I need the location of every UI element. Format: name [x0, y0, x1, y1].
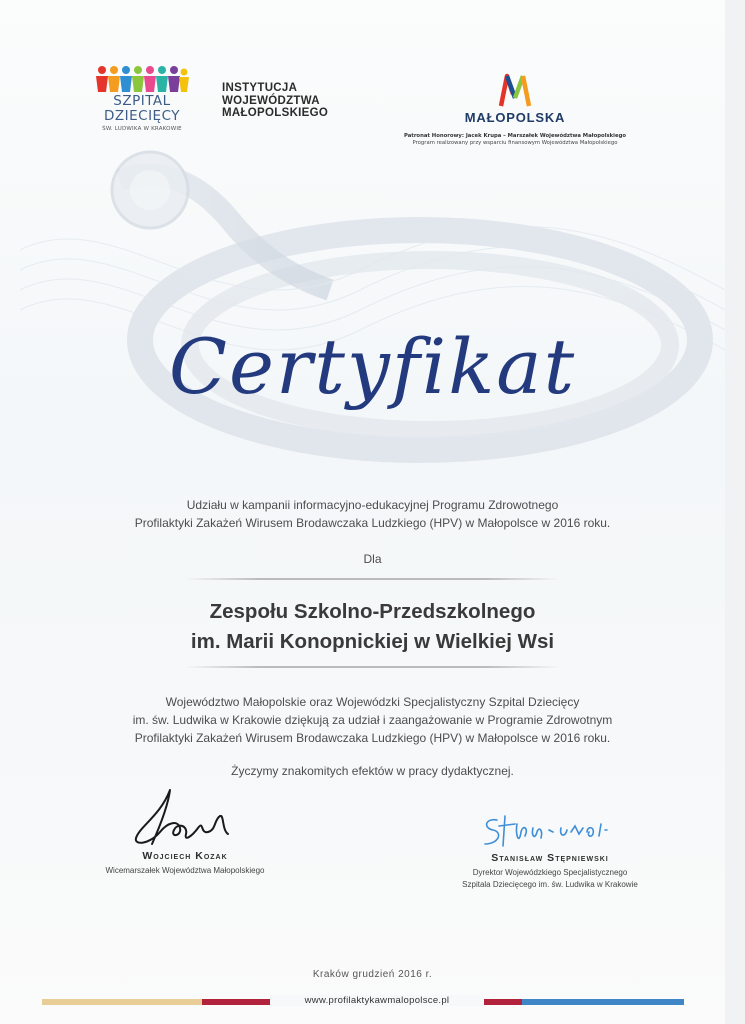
- divider-bottom: [185, 666, 560, 668]
- szpital-dzieciecy-logo: [92, 64, 192, 132]
- signatory-left-role: Wicemarszałek Województwa Małopolskiego: [105, 866, 265, 875]
- udzial-text: [0, 496, 745, 532]
- patronat-note: Patronat Honorowy: Jacek Krupa – Marszałek Województwa Małopolskiego: [403, 133, 627, 139]
- szpital-name-line2: DZIECIĘCY: [103, 108, 181, 124]
- signatory-right-role: [430, 867, 670, 891]
- footer-bar-blue: [522, 999, 684, 1005]
- stethoscope-background-art: [0, 140, 725, 500]
- malopolska-m-icon: [497, 72, 533, 108]
- udzial-line2: Profilaktyki Zakażeń Wirusem Brodawczaka Ludzkiego (HPV) w Małopolsce w 2016 roku.: [134, 516, 611, 530]
- thanks-line2: im. św. Ludwika w Krakowie dziękują za udział i zaangażowanie w Programie Zdrowotnym: [132, 713, 613, 727]
- signature-kozak-graphic: [130, 786, 240, 848]
- szpital-name-line1: SZPITAL: [113, 93, 171, 109]
- children-figures-icon: [94, 64, 190, 94]
- malopolska-name: MAŁOPOLSKA: [464, 110, 566, 125]
- recipient-line2: im. Marii Konopnickiej w Wielkiej Wsi: [190, 630, 555, 653]
- thanks-line3: Profilaktyki Zakażeń Wirusem Brodawczaka Ludzkiego (HPV) w Małopolsce w 2016 roku.: [134, 731, 611, 745]
- signature-right: [430, 810, 670, 891]
- program-note: Program realizowany przy wsparciu finansowym Województwa Małopolskiego: [412, 140, 618, 146]
- signatory-left-name: Wojciech Kozak: [142, 850, 228, 862]
- thanks-line1: Województwo Małopolskie oraz Wojewódzki Specjalistyczny Szpital Dziecięcy: [165, 695, 580, 709]
- footer-bar-sand: [42, 999, 202, 1005]
- wishes-text: Życzymy znakomitych efektów w pracy dydaktycznej.: [231, 764, 514, 778]
- instytucja-line2: WOJEWÓDZTWA: [222, 94, 320, 107]
- dla-label: Dla: [363, 552, 382, 566]
- instytucja-line3: MAŁOPOLSKIEGO: [222, 107, 329, 119]
- recipient-line1: Zespołu Szkolno-Przedszkolnego: [209, 600, 536, 623]
- city-date: Kraków grudzień 2016 r.: [312, 969, 433, 980]
- udzial-line1: Udziału w kampanii informacyjno-edukacyjnej Programu Zdrowotnego: [186, 498, 559, 512]
- signature-left: [80, 786, 290, 877]
- divider-top: [185, 578, 560, 580]
- signatory-right-name: Stanisław Stępniewski: [491, 852, 609, 864]
- signatory-right-role-line2: Szpitala Dziecięcego im. św. Ludwika w Krakowie: [462, 880, 638, 889]
- website-link[interactable]: www.profilaktykawmalopolsce.pl: [270, 995, 484, 1006]
- szpital-subtitle: ŚW. LUDWIKA W KRAKOWIE: [102, 126, 182, 132]
- certificate-title: Certyfikat: [168, 322, 577, 411]
- signatory-right-role-line1: Dyrektor Wojewódzkiego Specjalistycznego: [472, 868, 628, 877]
- instytucja-line1: INSTYTUCJA: [222, 82, 298, 94]
- thanks-text: [0, 693, 745, 747]
- recipient-name: [0, 597, 745, 657]
- scan-edge: [725, 0, 745, 1024]
- instytucja-label: [222, 82, 328, 120]
- malopolska-logo-block: [400, 72, 630, 146]
- signature-stepniewski-graphic: [475, 810, 625, 850]
